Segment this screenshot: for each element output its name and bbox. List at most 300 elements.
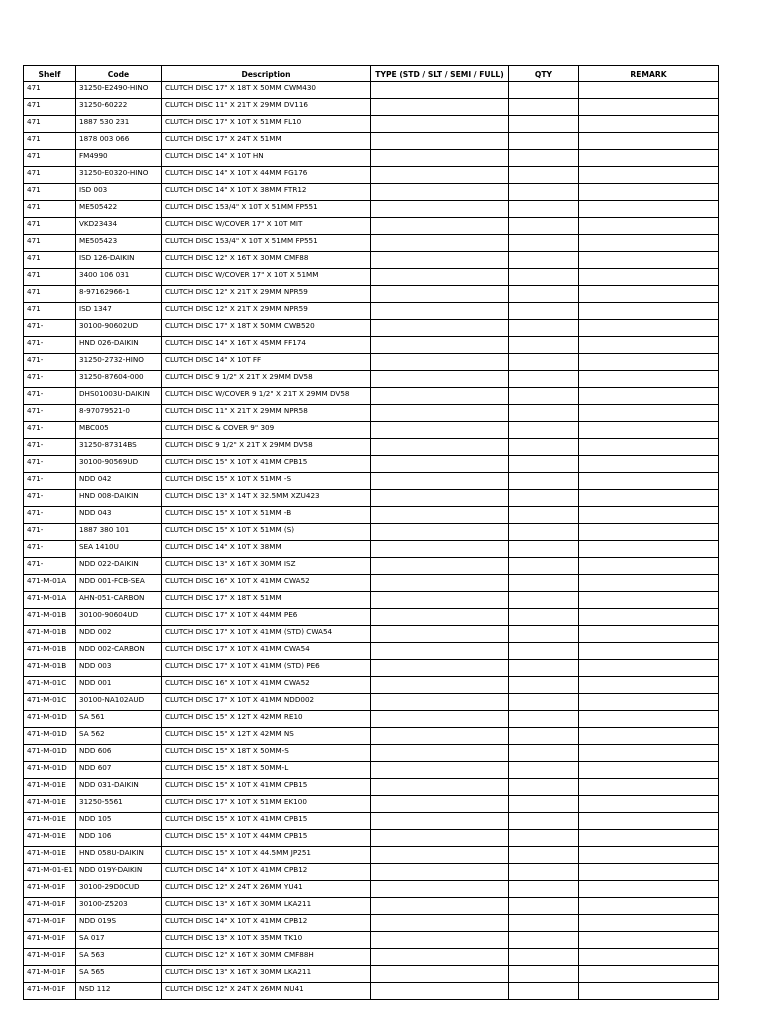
table-row bbox=[24, 252, 719, 269]
type-cell bbox=[371, 269, 509, 286]
description-cell: CLUTCH DISC W/COVER 17" X 10T MIT bbox=[162, 218, 371, 235]
inventory-table bbox=[23, 65, 719, 1000]
table-row bbox=[24, 320, 719, 337]
type-cell bbox=[371, 507, 509, 524]
type-cell bbox=[371, 201, 509, 218]
type-cell bbox=[371, 558, 509, 575]
type-cell bbox=[371, 473, 509, 490]
description-cell: CLUTCH DISC 11" X 21T X 29MM NPR58 bbox=[162, 405, 371, 422]
shelf-cell: 471 bbox=[24, 269, 76, 286]
type-cell bbox=[371, 456, 509, 473]
table-row bbox=[24, 82, 719, 99]
code-cell: MBC005 bbox=[76, 422, 162, 439]
remark-cell bbox=[579, 558, 719, 575]
shelf-cell: 471 bbox=[24, 252, 76, 269]
remark-cell bbox=[579, 643, 719, 660]
code-cell: SA 562 bbox=[76, 728, 162, 745]
type-cell bbox=[371, 422, 509, 439]
table-row bbox=[24, 150, 719, 167]
code-cell: NDD 003 bbox=[76, 660, 162, 677]
remark-cell bbox=[579, 592, 719, 609]
remark-cell bbox=[579, 507, 719, 524]
type-cell bbox=[371, 82, 509, 99]
code-cell: NDD 031-DAIKIN bbox=[76, 779, 162, 796]
type-cell bbox=[371, 388, 509, 405]
qty-cell bbox=[509, 150, 579, 167]
code-cell: NDD 019S bbox=[76, 915, 162, 932]
type-cell bbox=[371, 694, 509, 711]
code-cell: 30100-90604UD bbox=[76, 609, 162, 626]
description-cell: CLUTCH DISC 15" X 18T X 50MM-S bbox=[162, 745, 371, 762]
code-cell: NDD 106 bbox=[76, 830, 162, 847]
qty-cell bbox=[509, 116, 579, 133]
qty-cell bbox=[509, 796, 579, 813]
code-cell: 31250-E0320-HINO bbox=[76, 167, 162, 184]
qty-cell bbox=[509, 626, 579, 643]
description-cell: CLUTCH DISC W/COVER 17" X 10T X 51MM bbox=[162, 269, 371, 286]
table-row bbox=[24, 796, 719, 813]
shelf-cell: 471- bbox=[24, 473, 76, 490]
description-cell: CLUTCH DISC 153/4" X 10T X 51MM FP551 bbox=[162, 235, 371, 252]
type-cell bbox=[371, 881, 509, 898]
type-cell bbox=[371, 354, 509, 371]
description-cell: CLUTCH DISC 17" X 18T X 50MM CWB520 bbox=[162, 320, 371, 337]
remark-cell bbox=[579, 388, 719, 405]
description-cell: CLUTCH DISC 12" X 24T X 26MM NU41 bbox=[162, 983, 371, 1000]
table-row bbox=[24, 711, 719, 728]
table-row bbox=[24, 813, 719, 830]
description-cell: CLUTCH DISC 11" X 21T X 29MM DV116 bbox=[162, 99, 371, 116]
qty-cell bbox=[509, 507, 579, 524]
description-cell: CLUTCH DISC 17" X 10T X 41MM (STD) CWA54 bbox=[162, 626, 371, 643]
type-cell bbox=[371, 983, 509, 1000]
description-cell: CLUTCH DISC 12" X 16T X 30MM CMF88 bbox=[162, 252, 371, 269]
type-cell bbox=[371, 847, 509, 864]
code-cell: NDD 001 bbox=[76, 677, 162, 694]
table-row bbox=[24, 507, 719, 524]
shelf-cell: 471 bbox=[24, 99, 76, 116]
shelf-cell: 471-M-01D bbox=[24, 762, 76, 779]
code-cell: NDD 001-FCB-SEA bbox=[76, 575, 162, 592]
qty-cell bbox=[509, 966, 579, 983]
shelf-cell: 471- bbox=[24, 490, 76, 507]
type-cell bbox=[371, 218, 509, 235]
shelf-cell: 471-M-01F bbox=[24, 949, 76, 966]
code-cell: 30100-90569UD bbox=[76, 456, 162, 473]
table-row bbox=[24, 405, 719, 422]
qty-cell bbox=[509, 847, 579, 864]
description-cell: CLUTCH DISC 17" X 10T X 51MM EK100 bbox=[162, 796, 371, 813]
qty-cell bbox=[509, 898, 579, 915]
qty-cell bbox=[509, 711, 579, 728]
type-cell bbox=[371, 337, 509, 354]
code-cell: 8-97079521-0 bbox=[76, 405, 162, 422]
table-row bbox=[24, 388, 719, 405]
qty-cell bbox=[509, 82, 579, 99]
table-row bbox=[24, 439, 719, 456]
table-row bbox=[24, 762, 719, 779]
qty-cell bbox=[509, 864, 579, 881]
qty-cell bbox=[509, 184, 579, 201]
table-row bbox=[24, 269, 719, 286]
code-cell: FM4990 bbox=[76, 150, 162, 167]
code-cell: SEA 1410U bbox=[76, 541, 162, 558]
shelf-cell: 471- bbox=[24, 354, 76, 371]
remark-cell bbox=[579, 830, 719, 847]
type-cell bbox=[371, 626, 509, 643]
type-cell bbox=[371, 796, 509, 813]
table-row bbox=[24, 983, 719, 1000]
remark-cell bbox=[579, 320, 719, 337]
code-cell: ME505423 bbox=[76, 235, 162, 252]
shelf-cell: 471 bbox=[24, 235, 76, 252]
code-cell: VKD23434 bbox=[76, 218, 162, 235]
qty-cell bbox=[509, 201, 579, 218]
table-row bbox=[24, 218, 719, 235]
qty-cell bbox=[509, 303, 579, 320]
shelf-cell: 471-M-01F bbox=[24, 898, 76, 915]
table-row bbox=[24, 303, 719, 320]
shelf-cell: 471-M-01B bbox=[24, 643, 76, 660]
code-cell: HND 058U-DAIKIN bbox=[76, 847, 162, 864]
description-cell: CLUTCH DISC 12" X 21T X 29MM NPR59 bbox=[162, 286, 371, 303]
table-row bbox=[24, 490, 719, 507]
table-row bbox=[24, 626, 719, 643]
table-row bbox=[24, 201, 719, 218]
table-row bbox=[24, 932, 719, 949]
qty-cell bbox=[509, 541, 579, 558]
type-cell bbox=[371, 949, 509, 966]
shelf-cell: 471- bbox=[24, 456, 76, 473]
qty-cell bbox=[509, 558, 579, 575]
remark-cell bbox=[579, 337, 719, 354]
remark-cell bbox=[579, 541, 719, 558]
code-cell: 31250-87604-000 bbox=[76, 371, 162, 388]
table-body bbox=[24, 82, 719, 1000]
code-cell: 8-97162966-1 bbox=[76, 286, 162, 303]
remark-cell bbox=[579, 779, 719, 796]
qty-cell bbox=[509, 133, 579, 150]
description-cell: CLUTCH DISC 17" X 10T X 51MM FL10 bbox=[162, 116, 371, 133]
shelf-cell: 471-M-01E bbox=[24, 847, 76, 864]
shelf-cell: 471 bbox=[24, 286, 76, 303]
header-row bbox=[24, 66, 719, 82]
qty-cell bbox=[509, 745, 579, 762]
table-row bbox=[24, 609, 719, 626]
qty-cell bbox=[509, 932, 579, 949]
shelf-cell: 471 bbox=[24, 167, 76, 184]
code-cell: 1878 003 066 bbox=[76, 133, 162, 150]
type-cell bbox=[371, 864, 509, 881]
table-row bbox=[24, 541, 719, 558]
type-cell bbox=[371, 133, 509, 150]
description-cell: CLUTCH DISC 15" X 10T X 41MM CPB15 bbox=[162, 779, 371, 796]
qty-cell bbox=[509, 286, 579, 303]
header-code: Code bbox=[76, 66, 162, 82]
remark-cell bbox=[579, 626, 719, 643]
type-cell bbox=[371, 235, 509, 252]
shelf-cell: 471-M-01D bbox=[24, 745, 76, 762]
table-row bbox=[24, 966, 719, 983]
remark-cell bbox=[579, 422, 719, 439]
code-cell: NDD 607 bbox=[76, 762, 162, 779]
code-cell: 31250-E2490-HINO bbox=[76, 82, 162, 99]
remark-cell bbox=[579, 847, 719, 864]
type-cell bbox=[371, 116, 509, 133]
remark-cell bbox=[579, 133, 719, 150]
remark-cell bbox=[579, 898, 719, 915]
shelf-cell: 471- bbox=[24, 371, 76, 388]
type-cell bbox=[371, 439, 509, 456]
remark-cell bbox=[579, 524, 719, 541]
shelf-cell: 471- bbox=[24, 541, 76, 558]
shelf-cell: 471-M-01E bbox=[24, 779, 76, 796]
table-row bbox=[24, 116, 719, 133]
remark-cell bbox=[579, 371, 719, 388]
remark-cell bbox=[579, 762, 719, 779]
description-cell: CLUTCH DISC 15" X 10T X 51MM -B bbox=[162, 507, 371, 524]
description-cell: CLUTCH DISC 12" X 16T X 30MM CMF88H bbox=[162, 949, 371, 966]
description-cell: CLUTCH DISC W/COVER 9 1/2" X 21T X 29MM DV58 bbox=[162, 388, 371, 405]
qty-cell bbox=[509, 388, 579, 405]
qty-cell bbox=[509, 813, 579, 830]
qty-cell bbox=[509, 490, 579, 507]
code-cell: HND 008-DAIKIN bbox=[76, 490, 162, 507]
table-row bbox=[24, 286, 719, 303]
shelf-cell: 471 bbox=[24, 82, 76, 99]
type-cell bbox=[371, 371, 509, 388]
type-cell bbox=[371, 99, 509, 116]
qty-cell bbox=[509, 694, 579, 711]
shelf-cell: 471- bbox=[24, 558, 76, 575]
qty-cell bbox=[509, 524, 579, 541]
shelf-cell: 471-M-01C bbox=[24, 694, 76, 711]
description-cell: CLUTCH DISC 153/4" X 10T X 51MM FP551 bbox=[162, 201, 371, 218]
type-cell bbox=[371, 932, 509, 949]
shelf-cell: 471-M-01F bbox=[24, 983, 76, 1000]
shelf-cell: 471- bbox=[24, 388, 76, 405]
type-cell bbox=[371, 286, 509, 303]
shelf-cell: 471-M-01C bbox=[24, 677, 76, 694]
shelf-cell: 471-M-01E bbox=[24, 830, 76, 847]
remark-cell bbox=[579, 218, 719, 235]
remark-cell bbox=[579, 694, 719, 711]
remark-cell bbox=[579, 99, 719, 116]
type-cell bbox=[371, 813, 509, 830]
description-cell: CLUTCH DISC 16" X 10T X 41MM CWA52 bbox=[162, 575, 371, 592]
description-cell: CLUTCH DISC 9 1/2" X 21T X 29MM DV58 bbox=[162, 439, 371, 456]
remark-cell bbox=[579, 983, 719, 1000]
description-cell: CLUTCH DISC 17" X 10T X 41MM (STD) PE6 bbox=[162, 660, 371, 677]
shelf-cell: 471- bbox=[24, 439, 76, 456]
table-row bbox=[24, 422, 719, 439]
table-row bbox=[24, 881, 719, 898]
type-cell bbox=[371, 150, 509, 167]
type-cell bbox=[371, 643, 509, 660]
remark-cell bbox=[579, 609, 719, 626]
qty-cell bbox=[509, 779, 579, 796]
code-cell: 30100-90602UD bbox=[76, 320, 162, 337]
table-row bbox=[24, 371, 719, 388]
description-cell: CLUTCH DISC & COVER 9" 309 bbox=[162, 422, 371, 439]
qty-cell bbox=[509, 473, 579, 490]
description-cell: CLUTCH DISC 13" X 16T X 30MM LKA211 bbox=[162, 966, 371, 983]
type-cell bbox=[371, 779, 509, 796]
code-cell: 31250-2732-HINO bbox=[76, 354, 162, 371]
description-cell: CLUTCH DISC 14" X 10T FF bbox=[162, 354, 371, 371]
qty-cell bbox=[509, 167, 579, 184]
code-cell: SA 563 bbox=[76, 949, 162, 966]
description-cell: CLUTCH DISC 16" X 10T X 41MM CWA52 bbox=[162, 677, 371, 694]
remark-cell bbox=[579, 184, 719, 201]
shelf-cell: 471 bbox=[24, 150, 76, 167]
description-cell: CLUTCH DISC 15" X 10T X 44.5MM JP251 bbox=[162, 847, 371, 864]
table-row bbox=[24, 133, 719, 150]
qty-cell bbox=[509, 881, 579, 898]
type-cell bbox=[371, 405, 509, 422]
type-cell bbox=[371, 915, 509, 932]
qty-cell bbox=[509, 354, 579, 371]
qty-cell bbox=[509, 660, 579, 677]
header-shelf: Shelf bbox=[24, 66, 76, 82]
description-cell: CLUTCH DISC 14" X 10T HN bbox=[162, 150, 371, 167]
header-type: TYPE (STD / SLT / SEMI / FULL) bbox=[371, 66, 509, 82]
code-cell: SA 017 bbox=[76, 932, 162, 949]
code-cell: 30100-29D0CUD bbox=[76, 881, 162, 898]
table-row bbox=[24, 524, 719, 541]
shelf-cell: 471-M-01B bbox=[24, 609, 76, 626]
remark-cell bbox=[579, 150, 719, 167]
shelf-cell: 471- bbox=[24, 320, 76, 337]
type-cell bbox=[371, 728, 509, 745]
description-cell: CLUTCH DISC 12" X 21T X 29MM NPR59 bbox=[162, 303, 371, 320]
description-cell: CLUTCH DISC 17" X 18T X 51MM bbox=[162, 592, 371, 609]
table-row bbox=[24, 184, 719, 201]
remark-cell bbox=[579, 966, 719, 983]
qty-cell bbox=[509, 371, 579, 388]
code-cell: ISD 1347 bbox=[76, 303, 162, 320]
remark-cell bbox=[579, 235, 719, 252]
code-cell: NDD 606 bbox=[76, 745, 162, 762]
remark-cell bbox=[579, 286, 719, 303]
header-remark: REMARK bbox=[579, 66, 719, 82]
remark-cell bbox=[579, 932, 719, 949]
remark-cell bbox=[579, 915, 719, 932]
table-row bbox=[24, 354, 719, 371]
header-description: Description bbox=[162, 66, 371, 82]
shelf-cell: 471 bbox=[24, 116, 76, 133]
description-cell: CLUTCH DISC 17" X 10T X 44MM PE6 bbox=[162, 609, 371, 626]
table-row bbox=[24, 677, 719, 694]
shelf-cell: 471 bbox=[24, 303, 76, 320]
shelf-cell: 471-M-01D bbox=[24, 711, 76, 728]
qty-cell bbox=[509, 762, 579, 779]
remark-cell bbox=[579, 167, 719, 184]
qty-cell bbox=[509, 405, 579, 422]
remark-cell bbox=[579, 864, 719, 881]
qty-cell bbox=[509, 949, 579, 966]
table-row bbox=[24, 864, 719, 881]
code-cell: 1887 530 231 bbox=[76, 116, 162, 133]
remark-cell bbox=[579, 116, 719, 133]
code-cell: NSD 112 bbox=[76, 983, 162, 1000]
code-cell: NDD 002-CARBON bbox=[76, 643, 162, 660]
type-cell bbox=[371, 898, 509, 915]
remark-cell bbox=[579, 405, 719, 422]
remark-cell bbox=[579, 82, 719, 99]
shelf-cell: 471 bbox=[24, 133, 76, 150]
table-row bbox=[24, 949, 719, 966]
remark-cell bbox=[579, 354, 719, 371]
qty-cell bbox=[509, 320, 579, 337]
description-cell: CLUTCH DISC 15" X 10T X 51MM -S bbox=[162, 473, 371, 490]
type-cell bbox=[371, 541, 509, 558]
description-cell: CLUTCH DISC 15" X 12T X 42MM NS bbox=[162, 728, 371, 745]
type-cell bbox=[371, 575, 509, 592]
description-cell: CLUTCH DISC 14" X 10T X 41MM CPB12 bbox=[162, 915, 371, 932]
type-cell bbox=[371, 184, 509, 201]
code-cell: NDD 042 bbox=[76, 473, 162, 490]
qty-cell bbox=[509, 643, 579, 660]
code-cell: DHS01003U-DAIKIN bbox=[76, 388, 162, 405]
remark-cell bbox=[579, 473, 719, 490]
table-row bbox=[24, 915, 719, 932]
qty-cell bbox=[509, 592, 579, 609]
type-cell bbox=[371, 711, 509, 728]
code-cell: ISD 126-DAIKIN bbox=[76, 252, 162, 269]
qty-cell bbox=[509, 422, 579, 439]
description-cell: CLUTCH DISC 15" X 10T X 41MM CPB15 bbox=[162, 456, 371, 473]
remark-cell bbox=[579, 949, 719, 966]
table-row bbox=[24, 337, 719, 354]
table-row bbox=[24, 235, 719, 252]
type-cell bbox=[371, 745, 509, 762]
remark-cell bbox=[579, 303, 719, 320]
remark-cell bbox=[579, 745, 719, 762]
description-cell: CLUTCH DISC 15" X 10T X 51MM (S) bbox=[162, 524, 371, 541]
description-cell: CLUTCH DISC 14" X 10T X 41MM CPB12 bbox=[162, 864, 371, 881]
description-cell: CLUTCH DISC 14" X 10T X 44MM FG176 bbox=[162, 167, 371, 184]
table-row bbox=[24, 592, 719, 609]
description-cell: CLUTCH DISC 15" X 10T X 44MM CPB15 bbox=[162, 830, 371, 847]
qty-cell bbox=[509, 728, 579, 745]
shelf-cell: 471-M-01E bbox=[24, 796, 76, 813]
code-cell: HND 026-DAIKIN bbox=[76, 337, 162, 354]
type-cell bbox=[371, 252, 509, 269]
remark-cell bbox=[579, 201, 719, 218]
description-cell: CLUTCH DISC 14" X 16T X 45MM FF174 bbox=[162, 337, 371, 354]
table-row bbox=[24, 745, 719, 762]
shelf-cell: 471-M-01B bbox=[24, 660, 76, 677]
code-cell: NDD 019Y-DAIKIN bbox=[76, 864, 162, 881]
description-cell: CLUTCH DISC 17" X 10T X 41MM NDD002 bbox=[162, 694, 371, 711]
qty-cell bbox=[509, 439, 579, 456]
code-cell: ISD 003 bbox=[76, 184, 162, 201]
table-row bbox=[24, 473, 719, 490]
shelf-cell: 471-M-01B bbox=[24, 626, 76, 643]
remark-cell bbox=[579, 456, 719, 473]
type-cell bbox=[371, 592, 509, 609]
table-row bbox=[24, 847, 719, 864]
table-row bbox=[24, 99, 719, 116]
qty-cell bbox=[509, 235, 579, 252]
description-cell: CLUTCH DISC 13" X 16T X 30MM ISZ bbox=[162, 558, 371, 575]
description-cell: CLUTCH DISC 14" X 10T X 38MM bbox=[162, 541, 371, 558]
type-cell bbox=[371, 830, 509, 847]
table-row bbox=[24, 694, 719, 711]
table-row bbox=[24, 643, 719, 660]
remark-cell bbox=[579, 575, 719, 592]
